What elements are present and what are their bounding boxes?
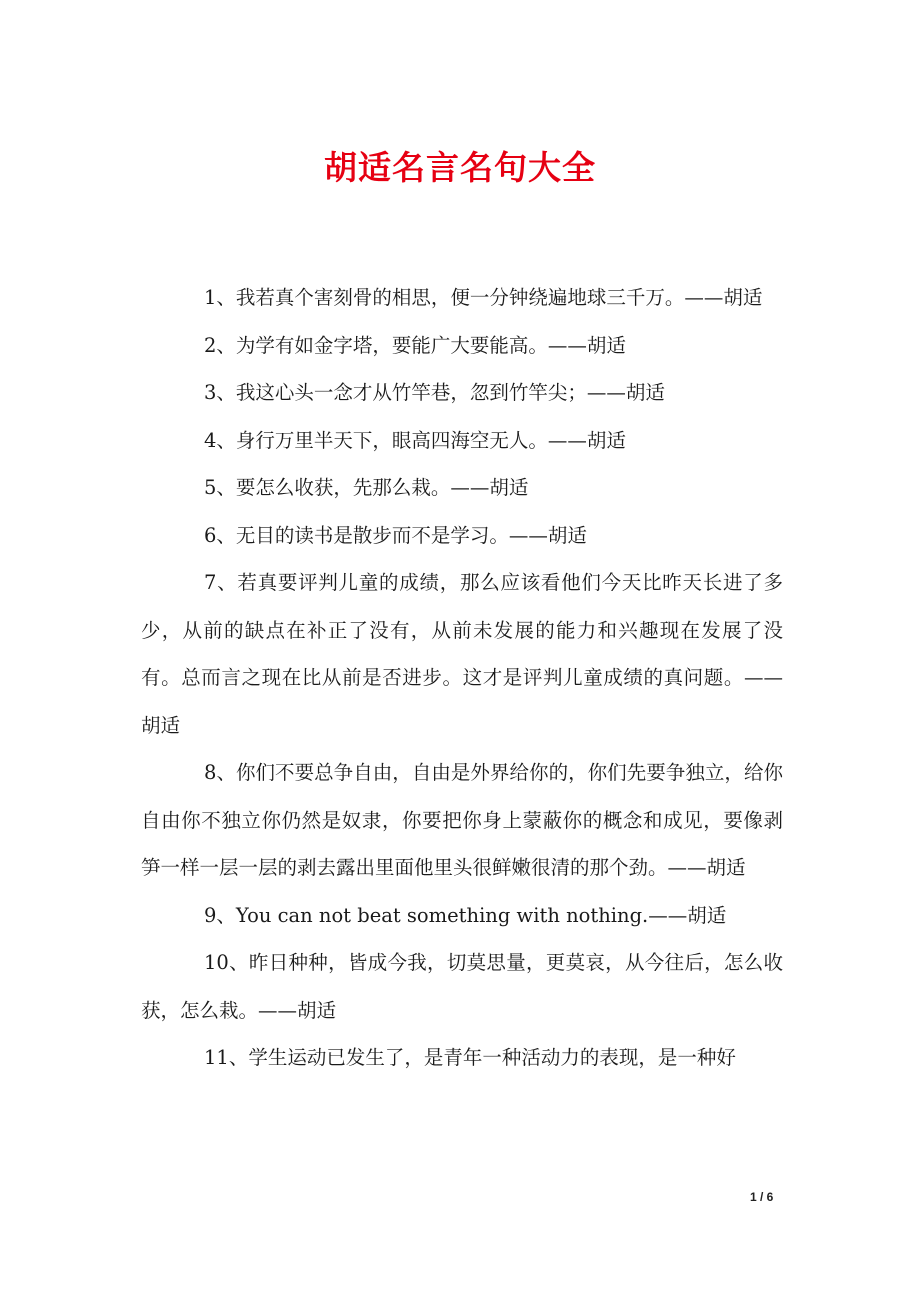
quote-8: 8、你们不要总争自由，自由是外界给你的，你们先要争独立，给你自由你不独立你仍然是奴隶，你要把你身上蒙蔽你的概念和成见，要像剥笋一样一层一层的剥去露出里面他里头很鲜嫩很清的那个劲。——胡适 bbox=[141, 761, 783, 879]
quote-list bbox=[141, 274, 783, 1082]
quote-11: 11、学生运动已发生了，是青年一种活动力的表现，是一种好 bbox=[204, 1046, 736, 1069]
quote-10: 10、昨日种种，皆成今我，切莫思量，更莫哀，从今往后，怎么收获，怎么栽。——胡适 bbox=[141, 951, 783, 1022]
quote-1: 1、我若真个害刻骨的相思，便一分钟绕遍地球三千万。——胡适 bbox=[204, 286, 763, 309]
page-title: 胡适名言名句大全 bbox=[324, 148, 596, 187]
quote-5: 5、要怎么收获，先那么栽。——胡适 bbox=[204, 476, 529, 499]
quote-9: 9、You can not beat something with nothing.——胡适 bbox=[204, 903, 727, 927]
quote-4: 4、身行万里半天下，眼高四海空无人。——胡适 bbox=[204, 428, 626, 452]
page-number: 1 / 6 bbox=[750, 1190, 774, 1204]
quote-2: 2、为学有如金字塔，要能广大要能高。——胡适 bbox=[204, 333, 626, 357]
quote-6: 6、无目的读书是散步而不是学习。——胡适 bbox=[204, 523, 587, 547]
quote-3: 3、我这心头一念才从竹竿巷，忽到竹竿尖；——胡适 bbox=[204, 381, 665, 404]
quote-7: 7、若真要评判儿童的成绩，那么应该看他们今天比昨天长进了多少，从前的缺点在补正了没有，从前未发展的能力和兴趣现在发展了没有。总而言之现在比从前是否进步。这才是评判儿童成绩的真问题。——胡适 bbox=[141, 571, 783, 737]
